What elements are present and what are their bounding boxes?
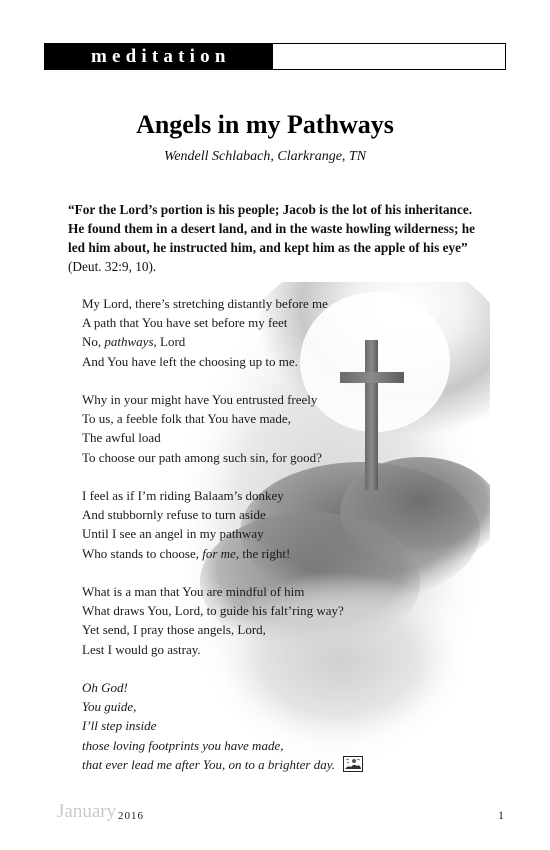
poem-line: A path that You have set before my feet (82, 315, 288, 331)
poem-stanza (82, 582, 402, 659)
article-byline: Wendell Schlabach, Clarkrange, TN (163, 149, 367, 164)
poem-line: Until I see an angel in my pathway (82, 526, 264, 542)
poem-line (82, 755, 402, 774)
poem-text: Who stands to choose, (82, 545, 203, 561)
poem-stanza (82, 486, 402, 563)
footer-month: January (57, 801, 117, 822)
poem-line: What draws You, Lord, to guide his falt’ring way? (82, 603, 344, 619)
poem-emphasis: pathways (104, 334, 154, 350)
poem-text: , Lord (153, 334, 186, 350)
footer-year: 2016 (118, 810, 144, 822)
poem-line: those loving footprints you have made, (82, 737, 284, 753)
article-title: Angels in my Pathways (136, 110, 394, 139)
poem-line (82, 332, 402, 351)
poem-line (82, 544, 402, 563)
poem-emphasis: for me (202, 545, 236, 561)
poem-line: My Lord, there’s stretching distantly before me (82, 296, 328, 311)
poem-line: I’ll step inside (82, 718, 157, 734)
poem-line: What is a man that You are mindful of him (82, 584, 305, 599)
section-header-bar (44, 43, 506, 70)
poem-stanza (82, 678, 402, 774)
poem (82, 294, 402, 774)
poem-line: Why in your might have You entrusted freely (82, 392, 318, 407)
section-label: meditation (91, 46, 231, 67)
poem-line: I feel as if I’m riding Balaam’s donkey (82, 488, 284, 503)
poem-stanza (82, 390, 402, 467)
scripture-reference: (Deut. 32:9, 10). (68, 259, 157, 274)
sunrise-clouds-icon (343, 756, 363, 772)
poem-last-line-text: that ever lead me after You, on to a brighter day. (82, 756, 335, 772)
poem-text: No, (82, 334, 105, 350)
poem-line: To choose our path among such sin, for good? (82, 449, 322, 465)
poem-line: And You have left the choosing up to me. (82, 353, 298, 369)
poem-text: , the right! (235, 545, 291, 561)
poem-line: And stubbornly refuse to turn aside (82, 507, 266, 523)
poem-line: Yet send, I pray those angels, Lord, (82, 622, 266, 638)
poem-line: Oh God! (82, 680, 128, 695)
section-header-label-block (45, 44, 273, 69)
poem-line: Lest I would go astray. (82, 641, 201, 657)
poem-line: To us, a feeble folk that You have made, (82, 411, 291, 427)
poem-stanza (82, 294, 402, 371)
page-number: 1 (498, 808, 504, 822)
poem-line: You guide, (82, 699, 137, 715)
poem-line: The awful load (82, 430, 161, 446)
scripture-quote (68, 200, 490, 276)
scripture-text: “For the Lord’s portion is his people; Jacob is the lot of his inheritance. He found them in a desert land, and in the waste howling wilderness; he led him about, he instructed him, and kept him as the apple of his eye” (68, 202, 476, 255)
